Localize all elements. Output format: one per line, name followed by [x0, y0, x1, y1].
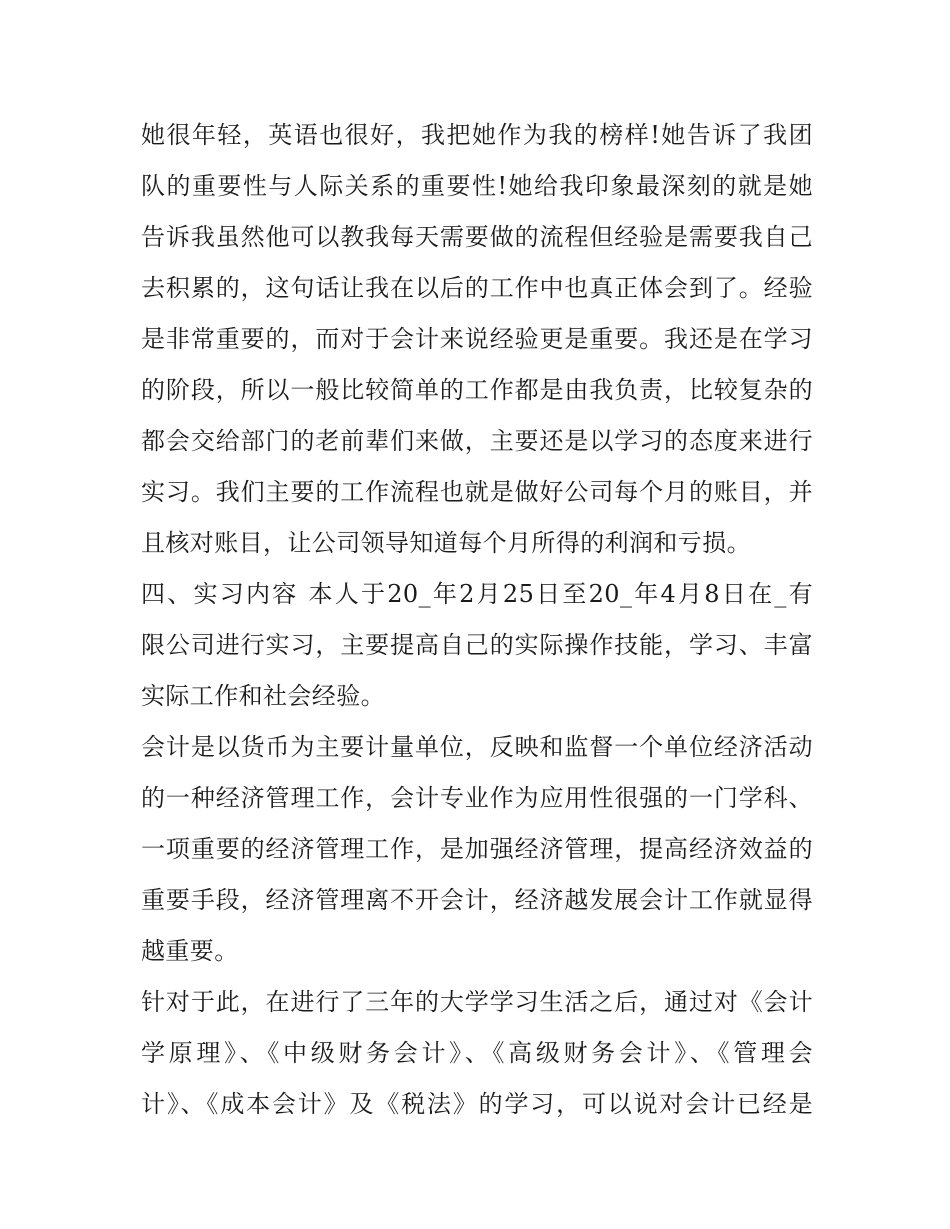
paragraph-1 [141, 110, 813, 569]
text-line: 且核对账目，让公司领导知道每个月所得的利润和亏损。 [141, 529, 751, 557]
paragraph-3 [141, 722, 813, 977]
text-line: 四、实习内容 本人于20_年2月25日至20_年4月8日在_有 [141, 580, 813, 608]
paragraph-4 [141, 977, 813, 1130]
text-line: 限公司进行实习，主要提高自己的实际操作技能，学习、丰富 [141, 631, 813, 659]
text-line: 告诉我虽然他可以教我每天需要做的流程但经验是需要我自己 [141, 223, 813, 251]
text-line: 一项重要的经济管理工作，是加强经济管理，提高经济效益的 [141, 835, 813, 863]
paragraph-2 [141, 569, 813, 722]
text-line: 学原理》、《中级财务会计》、《高级财务会计》、《管理会 [141, 1039, 813, 1067]
text-line: 计》、《成本会计》及《税法》的学习，可以说对会计已经是 [141, 1090, 813, 1118]
text-line: 她很年轻，英语也很好，我把她作为我的榜样!她告诉了我团 [141, 121, 813, 149]
text-line: 重要手段，经济管理离不开会计，经济越发展会计工作就显得 [141, 886, 813, 914]
text-line: 的阶段，所以一般比较简单的工作都是由我负责，比较复杂的 [141, 376, 813, 404]
text-line: 针对于此，在进行了三年的大学学习生活之后，通过对《会计 [141, 988, 813, 1016]
text-line: 实习。我们主要的工作流程也就是做好公司每个月的账目，并 [141, 478, 813, 506]
text-line: 实际工作和社会经验。 [141, 682, 385, 710]
text-line: 的一种经济管理工作，会计专业作为应用性很强的一门学科、 [141, 784, 813, 812]
text-line: 越重要。 [141, 937, 239, 965]
text-line: 去积累的，这句话让我在以后的工作中也真正体会到了。经验 [141, 274, 813, 302]
text-line: 是非常重要的，而对于会计来说经验更是重要。我还是在学习 [141, 325, 813, 353]
body-text [141, 110, 813, 1130]
text-line: 队的重要性与人际关系的重要性!她给我印象最深刻的就是她 [141, 172, 813, 200]
text-line: 会计是以货币为主要计量单位，反映和监督一个单位经济活动 [141, 733, 813, 761]
text-line: 都会交给部门的老前辈们来做，主要还是以学习的态度来进行 [141, 427, 813, 455]
